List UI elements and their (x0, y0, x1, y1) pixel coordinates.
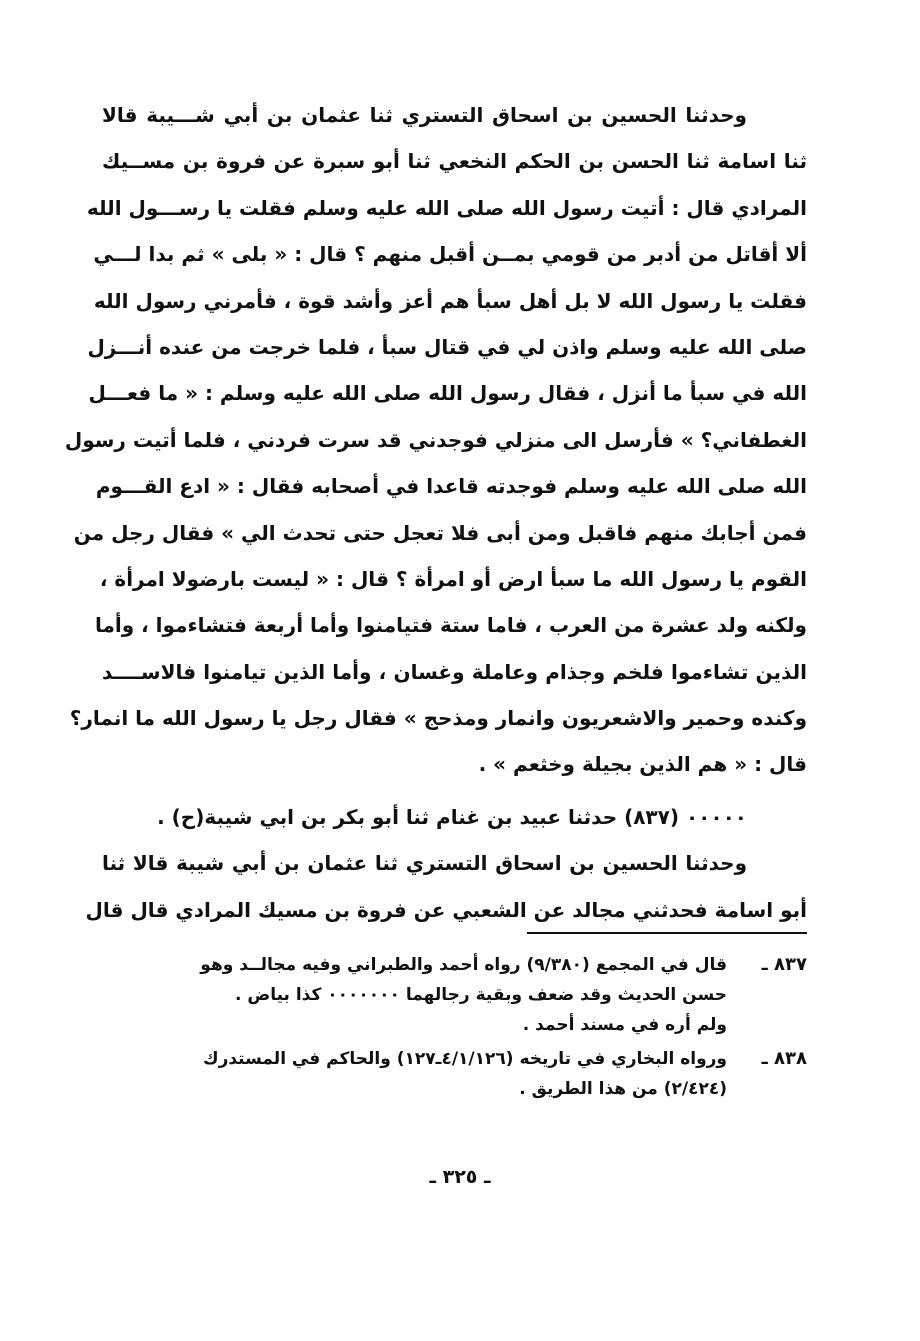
footnote-837 (102, 950, 807, 1040)
footnote-number: ٨٣٧ ـ (761, 954, 807, 975)
footnote-line: (٢/٤٢٤) من هذا الطريق . (519, 1079, 727, 1099)
text-line: ألا أقاتل من أدبر من قومي بمــن أقبل منهم ؟ قال : « بلى » ثم بدا لـــي (93, 242, 807, 267)
text-line: قال : « هم الذين بجيلة وخثعم » . (478, 752, 807, 777)
footnote-separator (527, 932, 807, 934)
footnote-line: ورواه البخاري في تاريخه (٤/١/١٢٦ـ١٢٧) والحاكم في المستدرك (202, 1049, 727, 1069)
text-line: صلى الله عليه وسلم واذن لي في قتال سبأ ، فلما خرجت من عنده أنـــزل (87, 334, 807, 359)
text-line: القوم يا رسول الله ما سبأ ارض أو امرأة ؟ قال : « ليست بارضولا امرأة ، (99, 566, 807, 591)
footnote-line: حسن الحديث وقد ضعف وبقية رجالهما ٠٠٠٠٠٠٠ كذا بياض . (234, 985, 727, 1005)
footnote-number: ٨٣٨ ـ (761, 1048, 807, 1069)
text-line: ثنا اسامة ثنا الحسن بن الحكم النخعي ثنا أبو سبرة عن فروة بن مســيك (102, 149, 807, 174)
text-line: وحدثنا الحسين بن اسحاق التستري ثنا عثمان بن أبي شـــيبة قالا (102, 103, 747, 127)
text-line: الله في سبأ ما أنزل ، فقال رسول الله صلى الله عليه وسلم : « ما فعـــل (88, 381, 807, 406)
text-line: وحدثنا الحسين بن اسحاق التستري ثنا عثمان بن أبي شيبة قالا ثنا (102, 851, 747, 876)
footnote-838 (102, 1044, 807, 1104)
text-line: الذين تشاءموا فلخم وجذام وعاملة وغسان ، وأما الذين تيامنوا فالاســــد (102, 659, 807, 684)
footnote-body (102, 1044, 727, 1104)
footnotes-block (102, 950, 807, 1108)
footnote-line: قال في المجمع (٩/٣٨٠) رواه أحمد والطبراني وفيه مجالــد وهو (200, 955, 727, 975)
footnote-body (102, 950, 727, 1040)
hadith-number-line: ٠٠٠٠٠ (٨٣٧) حدثنا عبيد بن غنام ثنا أبو بكر بن ابي شيبة(ح) . (157, 804, 747, 829)
text-line: وكنده وحمير والاشعريون وانمار ومذحج » فقال رجل يا رسول الله ما انمار؟ (69, 706, 807, 731)
text-line: فقلت يا رسول الله لا بل أهل سبأ هم أعز وأشد قوة ، فأمرني رسول الله (93, 288, 807, 313)
text-line: المرادي قال : أتيت رسول الله صلى الله عليه وسلم فقلت يا رســـول الله (86, 195, 807, 220)
text-line: الله صلى الله عليه وسلم فوجدته قاعدا في أصحابه فقال : « ادع القـــوم (95, 474, 807, 499)
main-text-block (64, 92, 807, 933)
footnote-line: ولم أره في مسند أحمد . (522, 1015, 727, 1035)
text-line: فمن أجابك منهم فاقبل ومن أبى فلا تعجل حتى تحدث الي » فقال رجل من (73, 520, 807, 545)
page-number: ـ ٣٢٥ ـ (429, 1166, 491, 1188)
text-line: ولكنه ولد عشرة من العرب ، فاما ستة فتيامنوا وأما أربعة فتشاءموا ، وأما (94, 613, 807, 638)
text-line: أبو اسامة فحدثني مجالد عن الشعبي عن فروة بن مسيك المرادي قال قال (85, 897, 807, 922)
text-line: الغطفاني؟ » فأرسل الى منزلي فوجدني قد سرت فردني ، فلما أتيت رسول (64, 427, 807, 452)
